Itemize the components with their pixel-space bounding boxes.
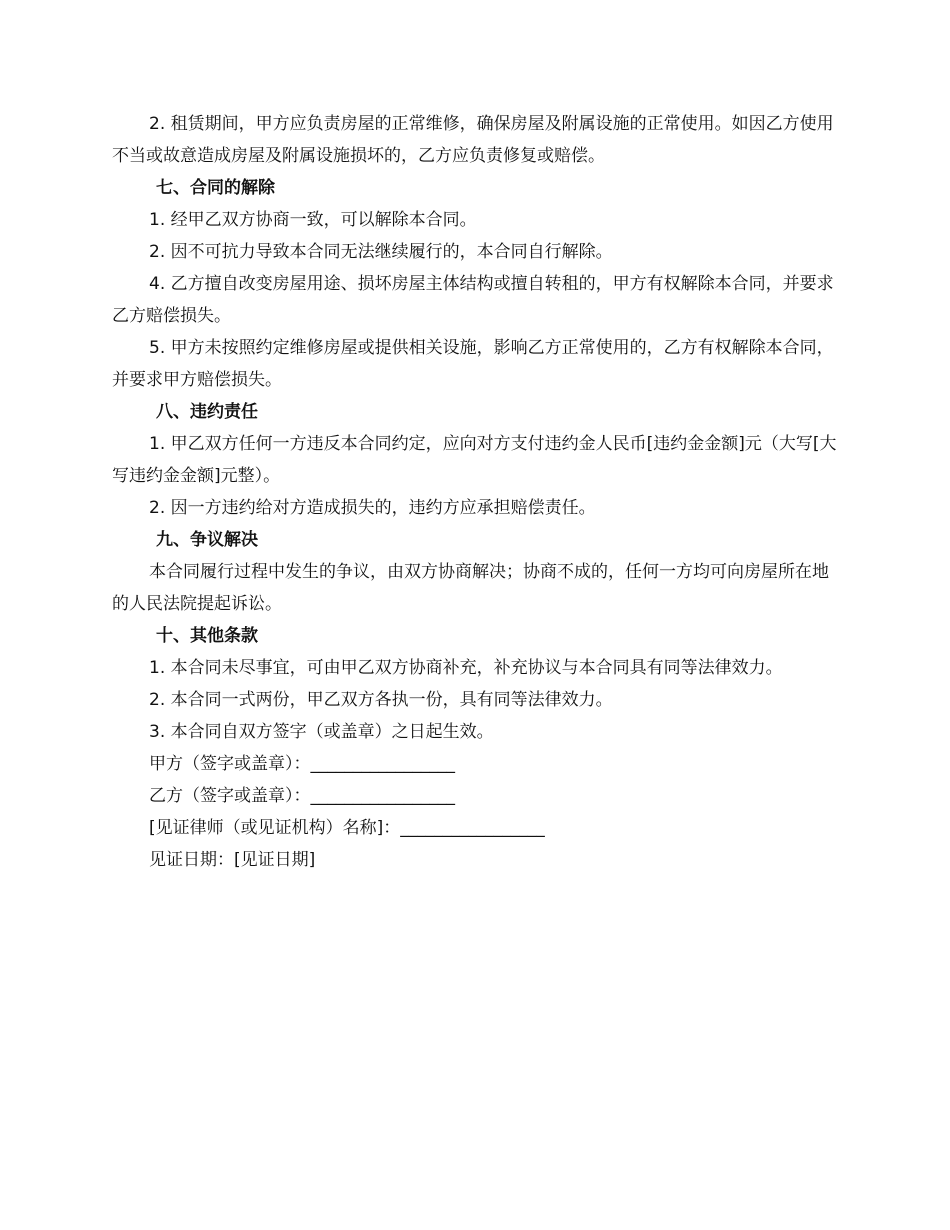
clause-other-3: 3. 本合同自双方签字（或盖章）之日起生效。 <box>149 722 494 742</box>
clause-liability-1: 1. 甲乙双方任何一方违反本合同约定，应向对方支付违约金人民币[违约金金额]元（大写[大写违约金金额]元整）。 <box>112 434 837 486</box>
clause-7-2-repair: 2. 租赁期间，甲方应负责房屋的正常维修，确保房屋及附属设施的正常使用。如因乙方使用不当或故意造成房屋及附属设施损坏的，乙方应负责修复或赔偿。 <box>112 114 834 166</box>
section-heading-liability: 八、违约责任 <box>156 402 258 422</box>
clause-termination-4: 4. 乙方擅自改变房屋用途、损坏房屋主体结构或擅自转租的，甲方有权解除本合同，并要求乙方赔偿损失。 <box>112 274 834 326</box>
clause-other-1: 1. 本合同未尽事宜，可由甲乙双方协商补充，补充协议与本合同具有同等法律效力。 <box>149 658 783 678</box>
section-heading-other: 十、其他条款 <box>156 626 258 646</box>
section-heading-dispute: 九、争议解决 <box>156 530 258 550</box>
clause-termination-1: 1. 经甲乙双方协商一致，可以解除本合同。 <box>149 210 477 230</box>
clause-dispute: 本合同履行过程中发生的争议，由双方协商解决；协商不成的，任何一方均可向房屋所在地的人民法院提起诉讼。 <box>112 562 829 614</box>
clause-termination-5: 5. 甲方未按照约定维修房屋或提供相关设施，影响乙方正常使用的，乙方有权解除本合同，并要求甲方赔偿损失。 <box>112 338 834 390</box>
signature-line-party-a: 甲方（签字或盖章）：_________________ <box>149 754 455 774</box>
signature-line-witness: [见证律师（或见证机构）名称]：_________________ <box>149 818 545 838</box>
witness-date-line: 见证日期：[见证日期] <box>149 850 316 870</box>
clause-other-2: 2. 本合同一式两份，甲乙双方各执一份，具有同等法律效力。 <box>149 690 613 710</box>
section-heading-termination: 七、合同的解除 <box>156 178 275 198</box>
clause-liability-2: 2. 因一方违约给对方造成损失的，违约方应承担赔偿责任。 <box>149 498 596 518</box>
clause-termination-2: 2. 因不可抗力导致本合同无法继续履行的，本合同自行解除。 <box>149 242 613 262</box>
signature-line-party-b: 乙方（签字或盖章）：_________________ <box>149 786 455 806</box>
